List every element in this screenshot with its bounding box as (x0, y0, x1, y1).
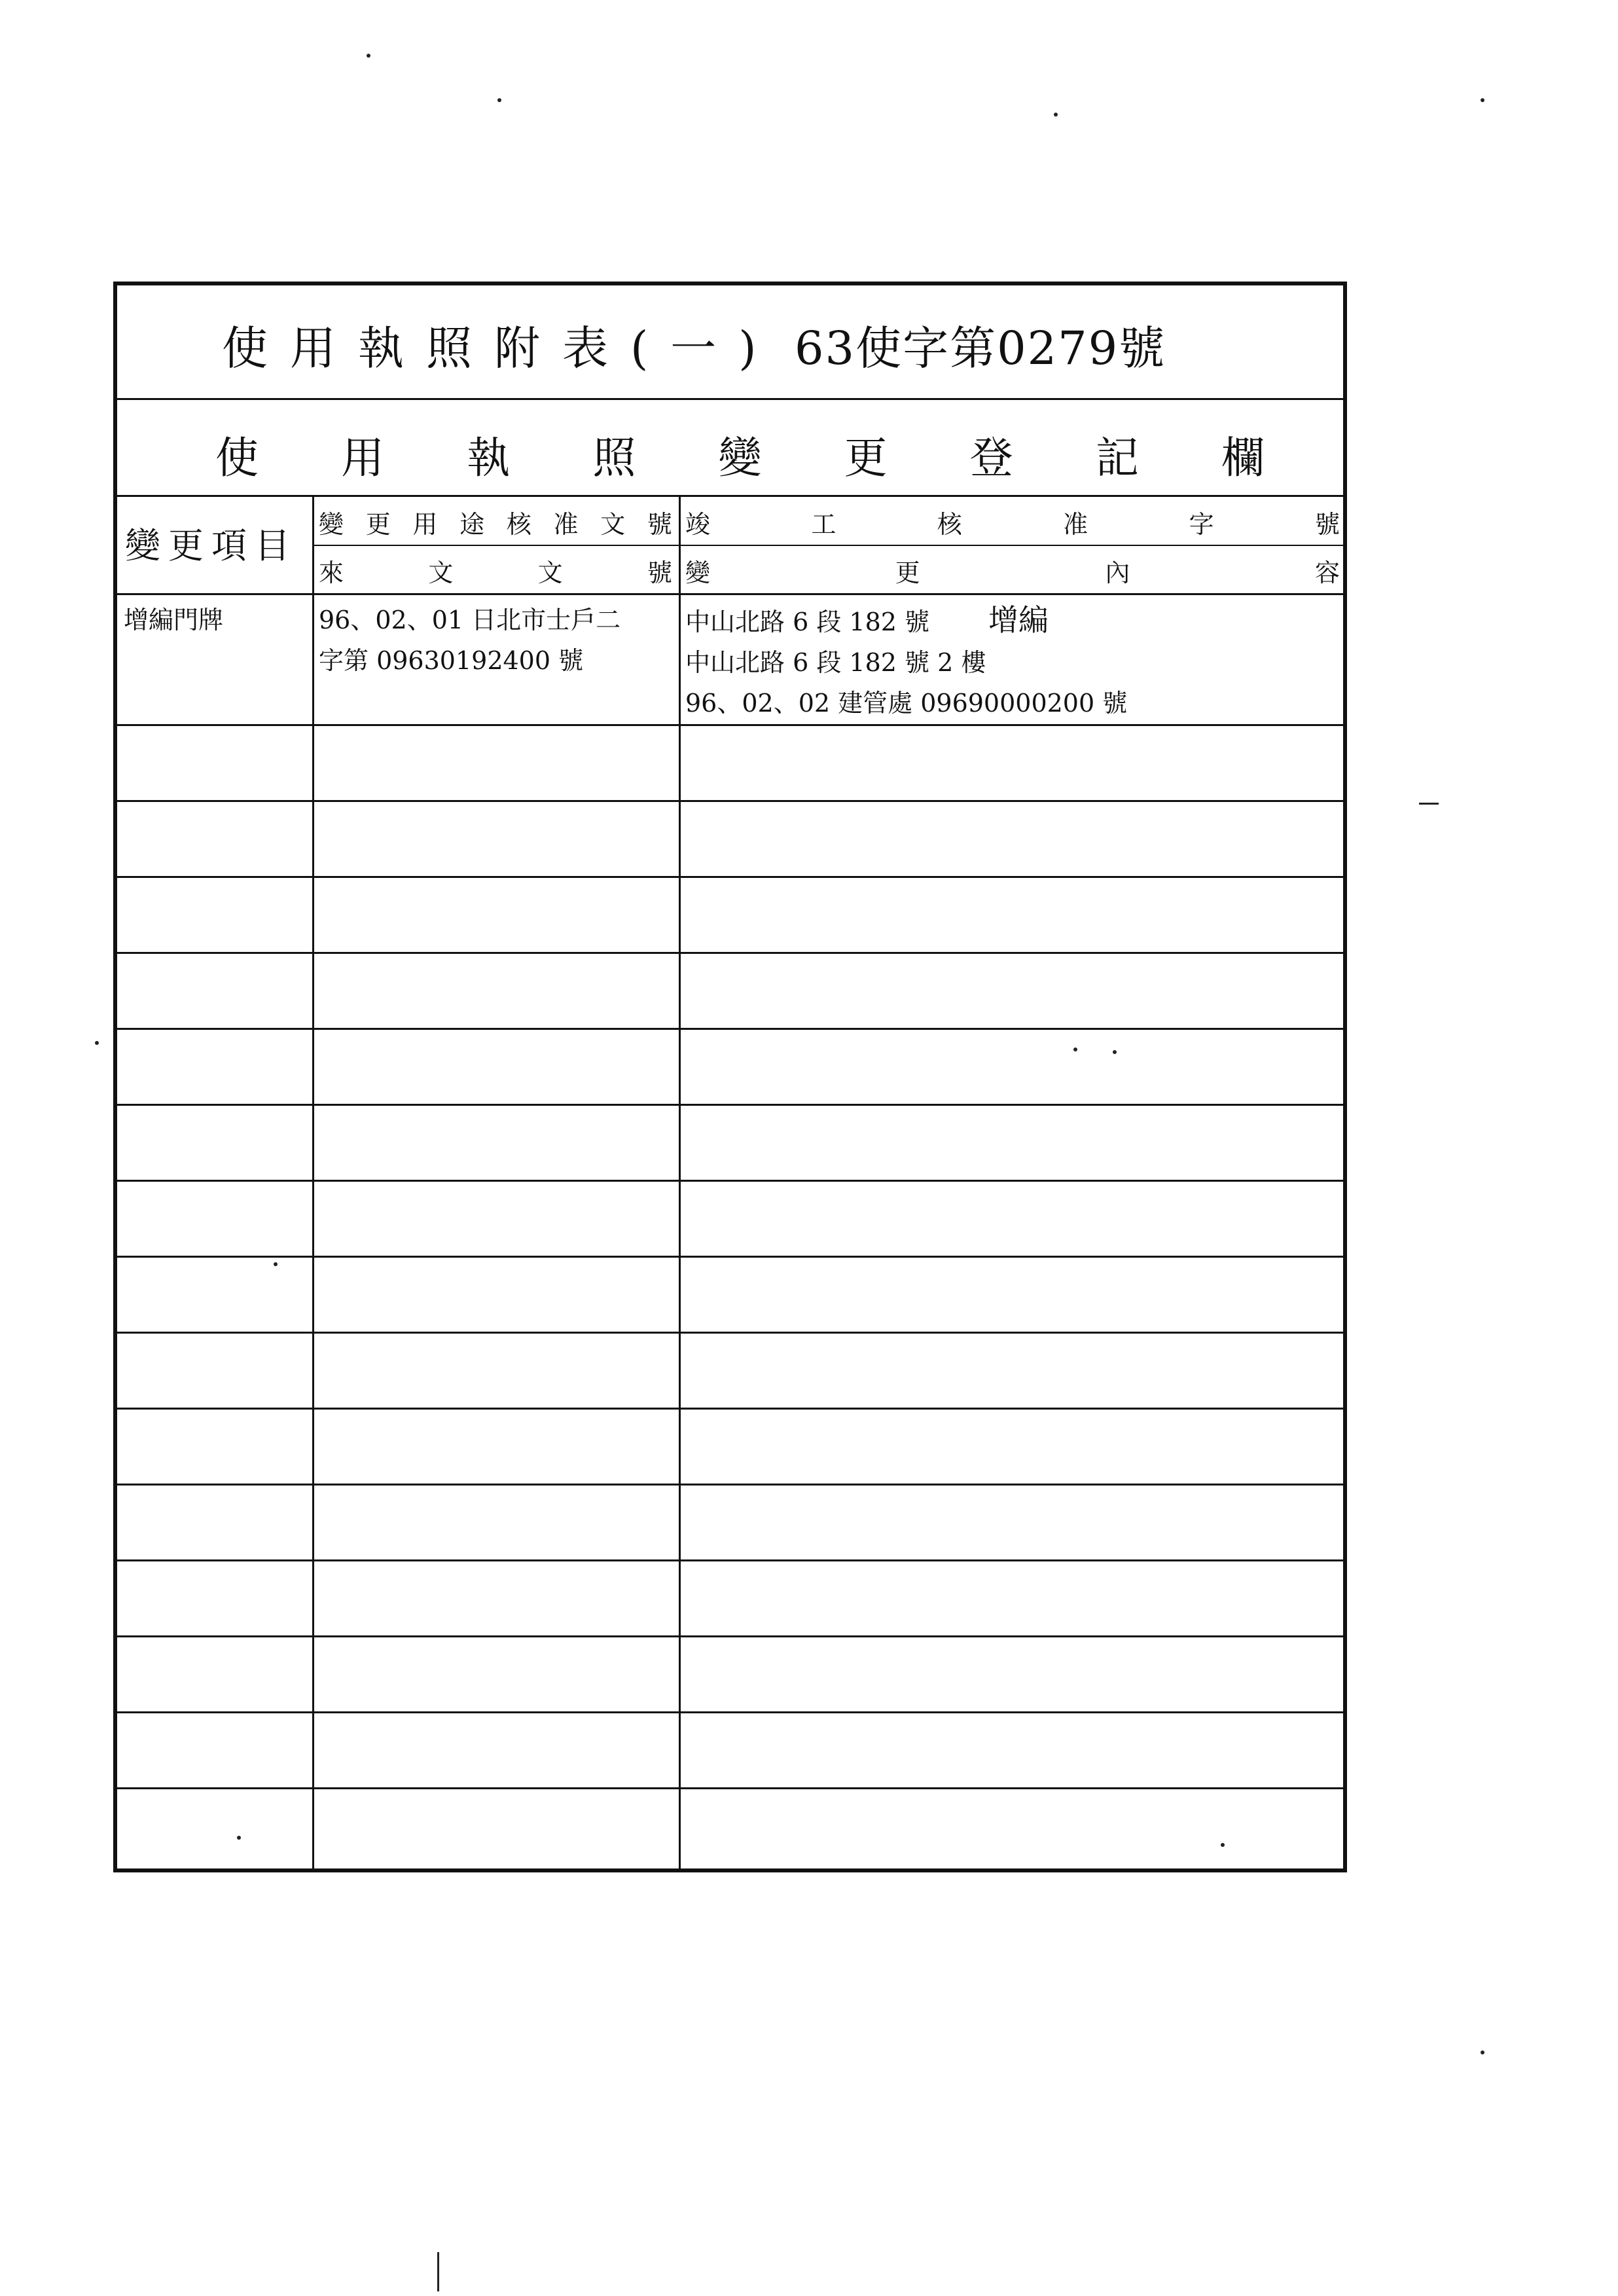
scan-speck (1073, 1048, 1077, 1051)
row-divider (117, 1635, 1343, 1637)
change-table (117, 495, 1343, 1868)
doc-line: 字第 09630192400 號 (319, 646, 584, 675)
content-tag: 增編 (988, 602, 1049, 638)
header-bottom-line (117, 593, 1343, 595)
header-char: 途 (459, 510, 485, 539)
row-divider (117, 1559, 1343, 1561)
header-char: 來 (319, 558, 344, 587)
header-char: 竣 (685, 510, 711, 539)
header-char: 核 (506, 510, 531, 539)
header-char: 工 (811, 510, 836, 539)
header-char: 文 (537, 558, 563, 587)
scan-speck (497, 98, 501, 102)
row-change-content (685, 600, 1127, 723)
subtitle-char: 記 (1095, 433, 1139, 483)
scan-speck (1054, 113, 1058, 117)
form-title: 使用執照附表(一) (222, 321, 779, 375)
header-content-bottom (685, 553, 1340, 589)
header-char: 號 (647, 558, 672, 587)
header-char: 容 (1314, 558, 1340, 587)
subtitle-char: 執 (467, 433, 511, 483)
row-divider (117, 952, 1343, 954)
header-char: 號 (647, 510, 672, 539)
header-divider (312, 545, 1343, 546)
header-content-top (685, 504, 1340, 540)
scan-speck (237, 1836, 241, 1840)
row-divider (117, 1332, 1343, 1334)
registration-form (113, 282, 1347, 1872)
header-char: 更 (895, 558, 920, 587)
header-char: 准 (553, 510, 579, 539)
scan-speck (95, 1041, 99, 1045)
header-char: 文 (428, 558, 454, 587)
scan-mark (1419, 803, 1439, 805)
header-char: 准 (1063, 510, 1088, 539)
row-divider (117, 800, 1343, 802)
row-divider (117, 1104, 1343, 1106)
header-doc-bottom (319, 553, 672, 589)
scan-speck (274, 1262, 278, 1266)
subtitle-char: 變 (718, 433, 762, 483)
header-doc-top (319, 504, 672, 540)
subtitle-char: 登 (969, 433, 1013, 483)
header-char: 字 (1189, 510, 1214, 539)
row-divider (117, 1408, 1343, 1410)
header-char: 用 (412, 510, 438, 539)
row-divider (117, 724, 1343, 726)
scan-speck (367, 54, 370, 58)
form-title-row (117, 285, 1343, 400)
content-address: 中山北路 6 段 182 號 (685, 608, 930, 636)
subtitle-char: 更 (844, 433, 888, 483)
header-char: 核 (937, 510, 962, 539)
header-char: 變 (319, 510, 344, 539)
row-divider (117, 1180, 1343, 1182)
subtitle-char: 用 (341, 433, 385, 483)
form-subtitle-row (117, 398, 1343, 497)
subtitle-char: 照 (592, 433, 636, 483)
row-divider (117, 1711, 1343, 1713)
row-doc-number (319, 600, 620, 681)
row-divider (117, 876, 1343, 878)
subtitle-char: 欄 (1221, 433, 1265, 483)
row-divider (117, 1484, 1343, 1485)
license-number: 63使字第0279號 (795, 321, 1166, 375)
row-change-item: 增編門牌 (124, 606, 224, 634)
header-change-item: 變更項目 (125, 525, 298, 566)
row-divider (117, 1787, 1343, 1789)
column-divider (679, 495, 681, 1868)
form-subtitle (215, 423, 1265, 485)
header-char: 號 (1314, 510, 1340, 539)
header-char: 內 (1105, 558, 1130, 587)
scan-mark (437, 2252, 439, 2291)
row-divider (117, 1028, 1343, 1030)
content-line (685, 600, 1127, 642)
header-char: 更 (365, 510, 391, 539)
row-divider (117, 1256, 1343, 1258)
header-char: 文 (600, 510, 626, 539)
header-char: 變 (685, 558, 711, 587)
subtitle-char: 使 (215, 433, 259, 483)
column-divider (312, 495, 314, 1868)
scan-speck (1221, 1843, 1225, 1847)
scan-speck (1113, 1050, 1117, 1054)
doc-line: 96、02、01 日北市士戶二 (319, 606, 621, 634)
scan-speck (1481, 98, 1484, 102)
content-line: 96、02、02 建管處 09690000200 號 (685, 689, 1128, 718)
content-line: 中山北路 6 段 182 號 2 樓 (685, 648, 986, 677)
scan-speck (1481, 2050, 1484, 2054)
